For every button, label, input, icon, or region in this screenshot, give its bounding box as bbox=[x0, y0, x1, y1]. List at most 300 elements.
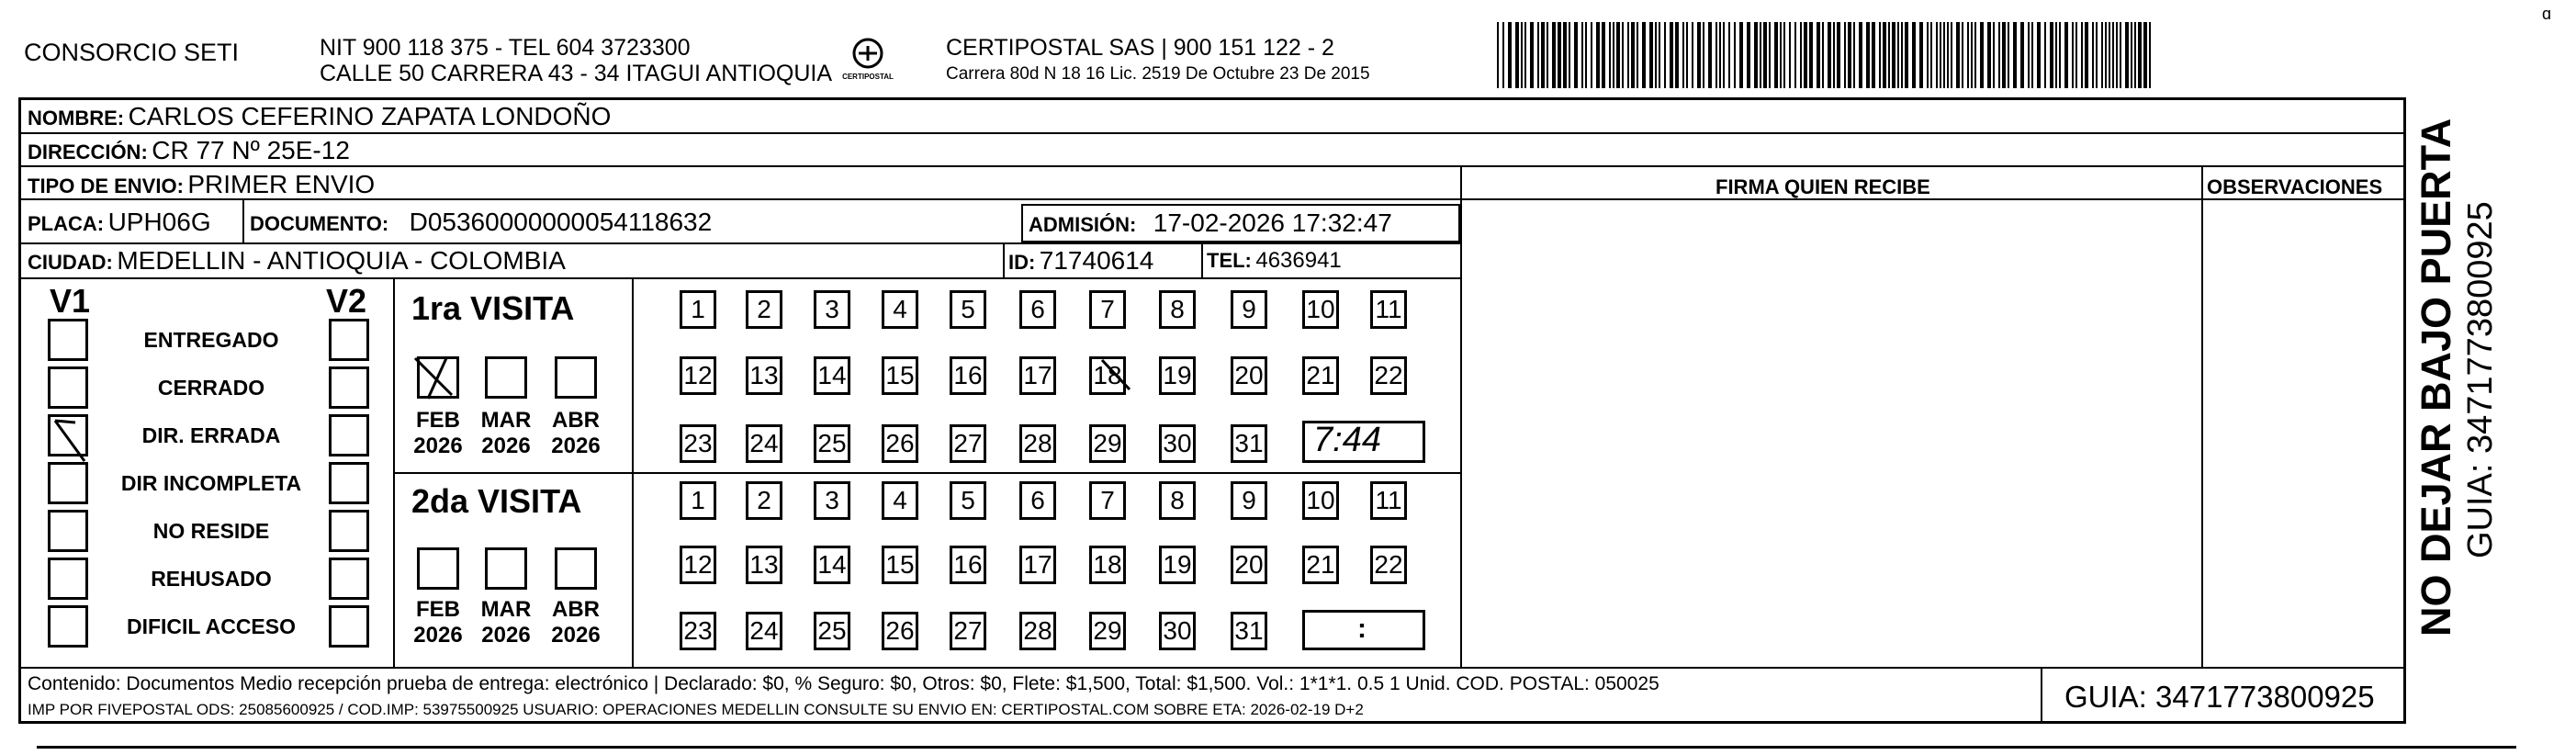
barcode-bar bbox=[2096, 22, 2098, 88]
barcode-bar bbox=[1552, 22, 1556, 88]
day-number: 24 bbox=[749, 616, 779, 645]
barcode-bar bbox=[1888, 22, 1890, 88]
day-box[interactable] bbox=[1019, 290, 1056, 329]
day-box[interactable] bbox=[814, 612, 850, 650]
status-label: REHUSADO bbox=[151, 567, 272, 591]
day-number: 19 bbox=[1163, 361, 1192, 389]
month-checkbox[interactable] bbox=[555, 547, 597, 590]
barcode-bar bbox=[2120, 22, 2121, 88]
barcode-bar bbox=[1853, 22, 1855, 88]
barcode-bar bbox=[1734, 22, 1736, 88]
barcode-bar bbox=[1747, 22, 1750, 88]
barcode-bar bbox=[1659, 22, 1660, 88]
day-number: 12 bbox=[683, 550, 713, 579]
day-number: 19 bbox=[1163, 550, 1192, 579]
barcode-bar bbox=[1998, 22, 2000, 88]
barcode-bar bbox=[1947, 22, 1949, 88]
month-year: 2026 bbox=[481, 622, 531, 648]
barcode-bar bbox=[1627, 22, 1629, 88]
day-number: 17 bbox=[1023, 361, 1052, 389]
barcode-bar bbox=[1530, 22, 1534, 88]
day-box[interactable] bbox=[814, 546, 850, 584]
day-number: 11 bbox=[1375, 295, 1402, 323]
carrier-line: CERTIPOSTAL SAS | 900 151 122 - 2 bbox=[946, 35, 1334, 61]
nombre-label: NOMBRE: bbox=[28, 107, 125, 130]
col-line bbox=[242, 200, 244, 242]
day-number: 4 bbox=[893, 295, 907, 323]
month-name: MAR bbox=[480, 408, 532, 433]
barcode-bar bbox=[1541, 22, 1545, 88]
month-name: ABR bbox=[552, 408, 600, 433]
barcode-bar bbox=[1760, 22, 1761, 88]
barcode-bar bbox=[2125, 22, 2129, 88]
day-box[interactable] bbox=[1231, 356, 1267, 395]
company-address: CALLE 50 CARRERA 43 - 34 ITAGUI ANTIOQUIA bbox=[320, 61, 833, 86]
barcode-bar bbox=[1927, 22, 1929, 88]
day-box[interactable] bbox=[882, 481, 918, 520]
footer-contenido: Contenido: Documentos Medio recepción prueba de entrega: electrónico | Declarado: $0, % Seguro: $0, Otros: $0, Flete: $1,500, Total: $1,500. Vol.: 1*1*1. 0.5 1 Unid. COD. POSTAL: 050025 bbox=[28, 673, 1659, 694]
barcode-bar bbox=[1591, 22, 1592, 88]
barcode-bar bbox=[1574, 22, 1578, 88]
day-number: 15 bbox=[885, 361, 915, 389]
day-number: 2 bbox=[757, 486, 771, 514]
barcode-bar bbox=[1919, 22, 1923, 88]
barcode-bar bbox=[1892, 22, 1895, 88]
day-box[interactable] bbox=[882, 612, 918, 650]
barcode-bar bbox=[1848, 22, 1851, 88]
barcode-bar bbox=[1828, 22, 1831, 88]
v1-checkmark bbox=[48, 415, 94, 465]
tel-row bbox=[1207, 250, 1342, 272]
day-box[interactable] bbox=[1302, 481, 1339, 520]
day-number: 15 bbox=[885, 550, 915, 579]
barcode-bar bbox=[2081, 22, 2083, 88]
v2-checkbox[interactable] bbox=[329, 462, 369, 504]
day-box[interactable] bbox=[950, 546, 986, 584]
id-row bbox=[1008, 248, 1153, 274]
day-box[interactable] bbox=[1159, 481, 1196, 520]
day-box[interactable] bbox=[1231, 424, 1267, 463]
tel-label: TEL: bbox=[1207, 249, 1252, 272]
documento-row bbox=[250, 209, 712, 235]
barcode-bar bbox=[1780, 22, 1782, 88]
day-number: 1 bbox=[691, 486, 705, 514]
barcode-bar bbox=[2075, 22, 2077, 88]
month-checkbox[interactable] bbox=[485, 547, 527, 590]
barcode-bar bbox=[1817, 22, 1820, 88]
barcode-bar bbox=[1703, 22, 1704, 88]
day-number: 25 bbox=[817, 429, 847, 457]
barcode-bar bbox=[1508, 22, 1512, 88]
month-checkbox[interactable] bbox=[485, 356, 527, 399]
company-name: CONSORCIO SETI bbox=[24, 39, 240, 66]
barcode-bar bbox=[1596, 22, 1600, 88]
month-checkbox[interactable] bbox=[417, 547, 459, 590]
day-box[interactable] bbox=[680, 290, 716, 329]
barcode-bar bbox=[2050, 22, 2053, 88]
day-number: 27 bbox=[953, 616, 983, 645]
day-box[interactable] bbox=[1019, 546, 1056, 584]
day-box[interactable] bbox=[950, 612, 986, 650]
license-line: Carrera 80d N 18 16 Lic. 2519 De Octubre 23 De 2015 bbox=[946, 64, 1370, 84]
barcode-bar bbox=[1943, 22, 1945, 88]
barcode-bar bbox=[1804, 22, 1807, 88]
day-box[interactable] bbox=[1089, 290, 1126, 329]
barcode-bar bbox=[1655, 22, 1657, 88]
day-box[interactable] bbox=[680, 424, 716, 463]
barcode-bar bbox=[1980, 22, 1984, 88]
day-box[interactable] bbox=[1159, 356, 1196, 395]
v2-header: V2 bbox=[326, 282, 367, 320]
placa-row bbox=[28, 209, 211, 235]
barcode-bar bbox=[1774, 22, 1778, 88]
row-line bbox=[18, 242, 1460, 244]
day-number: 29 bbox=[1093, 429, 1122, 457]
day-number: 13 bbox=[749, 550, 779, 579]
day-box[interactable] bbox=[680, 356, 716, 395]
barcode-bar bbox=[2143, 22, 2147, 88]
barcode-bar bbox=[1547, 22, 1548, 88]
day-box[interactable] bbox=[1159, 612, 1196, 650]
barcode-bar bbox=[2037, 22, 2041, 88]
barcode-bar bbox=[1649, 22, 1653, 88]
feb-checkmark bbox=[410, 355, 461, 404]
day-box[interactable] bbox=[950, 290, 986, 329]
status-label: DIR. ERRADA bbox=[141, 423, 281, 447]
barcode-bar bbox=[1675, 22, 1679, 88]
day-box[interactable] bbox=[1302, 546, 1339, 584]
barcode-bar bbox=[2131, 22, 2132, 88]
day-box[interactable] bbox=[882, 546, 918, 584]
observaciones-header: OBSERVACIONES bbox=[2207, 175, 2383, 198]
barcode-bar bbox=[1585, 22, 1587, 88]
barcode-bar bbox=[1682, 22, 1684, 88]
day-number: 28 bbox=[1023, 616, 1052, 645]
svg-text:CERTIPOSTAL: CERTIPOSTAL bbox=[842, 73, 894, 81]
day-number: 7 bbox=[1100, 295, 1115, 323]
month-checkbox[interactable] bbox=[555, 356, 597, 399]
v1-checkbox[interactable] bbox=[48, 605, 88, 648]
barcode-bar bbox=[1789, 22, 1791, 88]
barcode-bar bbox=[2134, 22, 2136, 88]
status-label: CERRADO bbox=[157, 376, 265, 400]
day-box[interactable] bbox=[1019, 612, 1056, 650]
barcode-bar bbox=[1833, 22, 1835, 88]
day-number: 26 bbox=[885, 616, 915, 645]
status-label: ENTREGADO bbox=[143, 328, 279, 352]
barcode-bar bbox=[1971, 22, 1973, 88]
day-number: 28 bbox=[1023, 429, 1052, 457]
day-box[interactable] bbox=[1231, 546, 1267, 584]
barcode-bar bbox=[2116, 22, 2118, 88]
barcode-bar bbox=[1967, 22, 1969, 88]
day-number: 14 bbox=[817, 361, 847, 389]
day-number: 5 bbox=[961, 486, 975, 514]
barcode-bar bbox=[1613, 22, 1614, 88]
day-box[interactable] bbox=[1370, 481, 1407, 520]
direccion-row bbox=[28, 138, 350, 163]
barcode-bar bbox=[1728, 22, 1730, 88]
day-box[interactable] bbox=[680, 546, 716, 584]
day-box[interactable] bbox=[746, 290, 782, 329]
day-number: 16 bbox=[953, 361, 983, 389]
v2-checkbox[interactable] bbox=[329, 605, 369, 648]
barcode-bar bbox=[1637, 22, 1638, 88]
barcode-bar bbox=[1912, 22, 1916, 88]
row-line bbox=[18, 277, 1460, 279]
day-number: 1 bbox=[691, 295, 705, 323]
barcode-bar bbox=[1715, 22, 1717, 88]
barcode-bar bbox=[1739, 22, 1743, 88]
row-line bbox=[18, 667, 2406, 669]
side-guia: GUIA: 3471773800925 bbox=[2461, 201, 2500, 558]
v1-checkbox[interactable] bbox=[48, 510, 88, 552]
side-warning: NO DEJAR BAJO PUERTA bbox=[2413, 118, 2459, 637]
day-box[interactable] bbox=[1231, 612, 1267, 650]
day-box[interactable] bbox=[1019, 356, 1056, 395]
day-box[interactable] bbox=[950, 356, 986, 395]
barcode-bar bbox=[1822, 22, 1824, 88]
barcode-bar bbox=[1936, 22, 1938, 88]
barcode-bar bbox=[1692, 22, 1693, 88]
month-name: MAR bbox=[480, 597, 532, 622]
month-year: 2026 bbox=[413, 433, 463, 458]
corner-mark: ɑ bbox=[2542, 5, 2552, 23]
day-box[interactable] bbox=[1159, 546, 1196, 584]
barcode-bar bbox=[1859, 22, 1862, 88]
v2-checkbox[interactable] bbox=[329, 319, 369, 361]
day-number: 12 bbox=[683, 361, 713, 389]
col-line bbox=[1201, 242, 1203, 277]
month-label bbox=[410, 597, 467, 648]
day-number: 23 bbox=[683, 616, 713, 645]
barcode-bar bbox=[1524, 22, 1526, 88]
day-number: 11 bbox=[1375, 486, 1402, 514]
day-number: 20 bbox=[1234, 550, 1264, 579]
barcode-bar bbox=[1951, 22, 1952, 88]
second-time-value: : bbox=[1357, 614, 1367, 644]
day-18-mark bbox=[1098, 356, 1133, 393]
day-box[interactable] bbox=[680, 612, 716, 650]
ciudad-label: CIUDAD: bbox=[28, 251, 113, 274]
col-line bbox=[1460, 165, 1462, 667]
barcode-bar bbox=[1708, 22, 1712, 88]
documento-label: DOCUMENTO: bbox=[250, 212, 389, 235]
day-box[interactable] bbox=[680, 481, 716, 520]
day-box[interactable] bbox=[814, 290, 850, 329]
day-number: 31 bbox=[1234, 616, 1264, 645]
day-box[interactable] bbox=[1019, 424, 1056, 463]
day-box[interactable] bbox=[1231, 481, 1267, 520]
barcode-bar bbox=[1723, 22, 1725, 88]
barcode-bar bbox=[1809, 22, 1813, 88]
day-number: 17 bbox=[1023, 550, 1052, 579]
day-box[interactable] bbox=[950, 481, 986, 520]
v1-checkbox[interactable] bbox=[48, 462, 88, 504]
barcode-bar bbox=[1719, 22, 1721, 88]
barcode-bar bbox=[1800, 22, 1802, 88]
day-number: 29 bbox=[1093, 616, 1122, 645]
barcode-bar bbox=[1901, 22, 1903, 88]
barcode-bar bbox=[2112, 22, 2114, 88]
barcode-bar bbox=[2028, 22, 2030, 88]
barcode-bar bbox=[1670, 22, 1673, 88]
day-number: 23 bbox=[683, 429, 713, 457]
day-number: 25 bbox=[817, 616, 847, 645]
admision-label: ADMISIÓN: bbox=[1029, 213, 1137, 236]
barcode-bar bbox=[2002, 22, 2006, 88]
status-label: DIFICIL ACCESO bbox=[126, 614, 296, 638]
barcode-bar bbox=[1897, 22, 1899, 88]
day-number: 8 bbox=[1170, 486, 1185, 514]
col-line bbox=[2403, 97, 2405, 724]
day-box[interactable] bbox=[1231, 290, 1267, 329]
day-box[interactable] bbox=[814, 424, 850, 463]
v1-checkbox[interactable] bbox=[48, 319, 88, 361]
barcode-bar bbox=[1616, 22, 1620, 88]
day-box[interactable] bbox=[814, 356, 850, 395]
ciudad-value: MEDELLIN - ANTIOQUIA - COLOMBIA bbox=[117, 246, 566, 275]
day-number: 3 bbox=[825, 295, 839, 323]
side-warning-wrap bbox=[2415, 106, 2461, 638]
day-box[interactable] bbox=[1089, 424, 1126, 463]
day-box[interactable] bbox=[1302, 290, 1339, 329]
status-label: DIR INCOMPLETA bbox=[120, 471, 302, 495]
barcode-bar bbox=[1642, 22, 1646, 88]
day-box[interactable] bbox=[1370, 356, 1407, 395]
barcode-bar bbox=[1794, 22, 1796, 88]
day-box[interactable] bbox=[1089, 612, 1126, 650]
barcode-bar bbox=[1940, 22, 1941, 88]
barcode-bar bbox=[1763, 22, 1767, 88]
day-number: 13 bbox=[749, 361, 779, 389]
day-number: 6 bbox=[1030, 295, 1045, 323]
day-box[interactable] bbox=[746, 481, 782, 520]
barcode-bar bbox=[1844, 22, 1846, 88]
v2-checkbox[interactable] bbox=[329, 366, 369, 409]
col-line bbox=[1003, 242, 1005, 277]
col-line bbox=[2041, 667, 2042, 724]
barcode-bar bbox=[1515, 22, 1519, 88]
barcode-bar bbox=[1686, 22, 1688, 88]
barcode-bar bbox=[1974, 22, 1976, 88]
second-visit-title: 2da VISITA bbox=[411, 482, 582, 520]
nit-line: NIT 900 118 375 - TEL 604 3723300 bbox=[320, 35, 691, 61]
day-number: 26 bbox=[885, 429, 915, 457]
barcode-bar bbox=[2138, 22, 2142, 88]
day-box[interactable] bbox=[1302, 356, 1339, 395]
barcode-bar bbox=[1497, 22, 1499, 88]
barcode-bar bbox=[1563, 22, 1567, 88]
placa-value: UPH06G bbox=[107, 208, 211, 236]
barcode-bar bbox=[2109, 22, 2110, 88]
row-line bbox=[18, 165, 2406, 167]
v1-checkbox[interactable] bbox=[48, 366, 88, 409]
v2-checkbox[interactable] bbox=[329, 510, 369, 552]
day-box[interactable] bbox=[1089, 481, 1126, 520]
barcode-bar bbox=[1872, 22, 1875, 88]
day-box[interactable] bbox=[882, 424, 918, 463]
day-box[interactable] bbox=[746, 612, 782, 650]
barcode-bar bbox=[2149, 22, 2151, 88]
barcode-bar bbox=[2101, 22, 2103, 88]
day-box[interactable] bbox=[814, 481, 850, 520]
ciudad-row bbox=[28, 248, 566, 274]
day-box[interactable] bbox=[1159, 424, 1196, 463]
day-box[interactable] bbox=[746, 356, 782, 395]
firma-header: FIRMA QUIEN RECIBE bbox=[1715, 175, 1930, 198]
barcode-bar bbox=[1569, 22, 1570, 88]
day-box[interactable] bbox=[1019, 481, 1056, 520]
day-number: 20 bbox=[1234, 361, 1264, 389]
day-box[interactable] bbox=[950, 424, 986, 463]
day-box[interactable] bbox=[882, 356, 918, 395]
barcode-bar bbox=[1993, 22, 1995, 88]
barcode-bar bbox=[1956, 22, 1960, 88]
day-number: 9 bbox=[1242, 295, 1256, 323]
tipo-row bbox=[28, 172, 375, 197]
month-label bbox=[547, 408, 604, 458]
barcode-bar bbox=[2064, 22, 2068, 88]
month-label bbox=[410, 408, 467, 458]
month-year: 2026 bbox=[551, 622, 601, 648]
v1-checkbox[interactable] bbox=[48, 558, 88, 600]
barcode-bar bbox=[1622, 22, 1624, 88]
day-box[interactable] bbox=[882, 290, 918, 329]
tel-value: 4636941 bbox=[1255, 248, 1342, 273]
barcode-bar bbox=[1987, 22, 1991, 88]
bottom-rule bbox=[37, 746, 2516, 749]
day-number: 16 bbox=[953, 550, 983, 579]
month-name: FEB bbox=[416, 408, 460, 433]
barcode-bar bbox=[1558, 22, 1561, 88]
nombre-row bbox=[28, 104, 611, 130]
barcode-bar bbox=[1609, 22, 1611, 88]
v2-checkbox[interactable] bbox=[329, 558, 369, 600]
day-box[interactable] bbox=[1370, 546, 1407, 584]
col-line bbox=[2201, 165, 2203, 667]
barcode-bar bbox=[1502, 22, 1504, 88]
day-box[interactable] bbox=[1089, 546, 1126, 584]
barcode-bar bbox=[1962, 22, 1963, 88]
day-number: 27 bbox=[953, 429, 983, 457]
direccion-label: DIRECCIÓN: bbox=[28, 141, 148, 163]
tipo-label: TIPO DE ENVIO: bbox=[28, 175, 184, 197]
day-number: 21 bbox=[1306, 361, 1335, 389]
day-box[interactable] bbox=[746, 424, 782, 463]
barcode-bar bbox=[2059, 22, 2061, 88]
barcode-bar bbox=[1905, 22, 1908, 88]
day-number: 22 bbox=[1374, 550, 1403, 579]
day-box[interactable] bbox=[1370, 290, 1407, 329]
barcode-bar bbox=[2092, 22, 2094, 88]
barcode-bar bbox=[2085, 22, 2088, 88]
day-box[interactable] bbox=[746, 546, 782, 584]
barcode-bar bbox=[1879, 22, 1881, 88]
form-frame bbox=[18, 97, 2406, 724]
v2-checkbox[interactable] bbox=[329, 414, 369, 456]
day-number: 7 bbox=[1100, 486, 1115, 514]
day-number: 21 bbox=[1306, 550, 1335, 579]
barcode-bar bbox=[1930, 22, 1932, 88]
day-number: 22 bbox=[1374, 361, 1403, 389]
admision-row bbox=[1029, 210, 1392, 236]
day-number: 2 bbox=[757, 295, 771, 323]
barcode-bar bbox=[1631, 22, 1635, 88]
day-box[interactable] bbox=[1159, 290, 1196, 329]
day-number: 18 bbox=[1093, 550, 1122, 579]
month-year: 2026 bbox=[413, 622, 463, 648]
